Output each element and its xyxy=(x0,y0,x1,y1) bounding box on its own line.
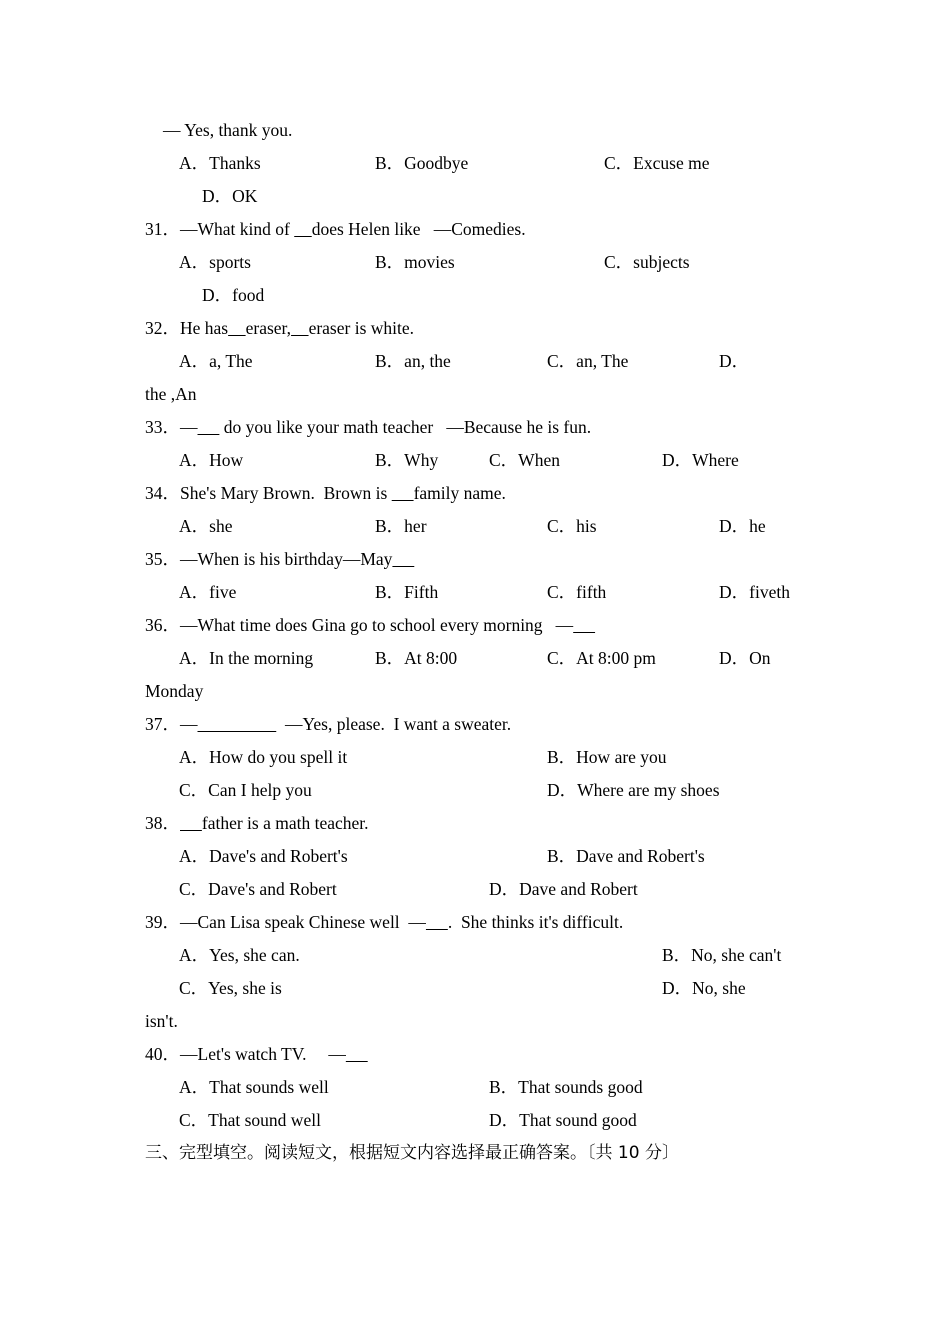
q33-stem: 33．— do you like your math teacher —Because he is fun. xyxy=(145,417,592,437)
q35-option-b: B．Fifth xyxy=(375,582,439,602)
q33-option-a: A．How xyxy=(179,450,244,470)
q34-option-a: A．she xyxy=(179,516,233,536)
q39-stem: 39．—Can Lisa speak Chinese well — . She thinks it's difficult. xyxy=(145,912,624,932)
q33-blank xyxy=(198,417,220,437)
q37-option-b: B．How are you xyxy=(547,747,667,767)
q32-stem: 32．He has eraser, eraser is white. xyxy=(145,318,415,338)
q31-stem: 31．—What kind of does Helen like —Comedies. xyxy=(145,219,526,239)
q32-option-b: B．an, the xyxy=(375,351,451,371)
q37-stem: 37．— —Yes, please. I want a sweater. xyxy=(145,714,512,734)
q37-blank xyxy=(198,714,277,734)
q32-option-c: C．an, The xyxy=(547,351,629,371)
q39-blank xyxy=(426,912,448,932)
q39-option-d-cont: isn't. xyxy=(145,1011,178,1031)
q35-option-c: C．fifth xyxy=(547,582,607,602)
q30-stem: — Yes, thank you. xyxy=(163,120,293,140)
q40-option-b: B．That sounds good xyxy=(489,1077,643,1097)
q39-option-d: D．No, she xyxy=(662,978,746,998)
q36-option-c: C．At 8:00 pm xyxy=(547,648,656,668)
q37-option-c: C．Can I help you xyxy=(179,780,312,800)
q32-option-d: D． xyxy=(719,351,750,371)
q31-blank xyxy=(294,219,312,239)
q30-option-b: B．Goodbye xyxy=(375,153,469,173)
q38-blank xyxy=(180,813,202,833)
q40-option-a: A．That sounds well xyxy=(179,1077,329,1097)
q34-option-c: C．his xyxy=(547,516,597,536)
q30-option-c: C．Excuse me xyxy=(604,153,710,173)
q36-blank xyxy=(573,615,595,635)
q35-stem: 35．—When is his birthday—May xyxy=(145,548,414,570)
q40-option-c: C．That sound well xyxy=(179,1110,321,1130)
q31-option-b: B．movies xyxy=(375,252,455,272)
q33-option-d: D．Where xyxy=(662,450,739,470)
q35-option-a: A．five xyxy=(179,582,237,602)
q37-option-d: D．Where are my shoes xyxy=(547,780,720,800)
q34-stem: 34．She's Mary Brown. Brown is family name. xyxy=(145,483,506,503)
q38-option-c: C．Dave's and Robert xyxy=(179,879,337,899)
q31-option-d: D．food xyxy=(202,285,265,305)
q40-option-d: D．That sound good xyxy=(489,1110,637,1130)
q36-stem: 36．—What time does Gina go to school every morning — xyxy=(145,614,595,636)
section-3-heading: 三、完型填空。阅读短文，根据短文内容选择最正确答案。〔共 10 分〕 xyxy=(145,1143,679,1163)
q36-option-b: B．At 8:00 xyxy=(375,648,458,668)
q32-blank-1 xyxy=(228,318,246,338)
q35-blank xyxy=(392,549,414,569)
q36-option-d-cont: Monday xyxy=(145,681,204,701)
q39-option-c: C．Yes, she is xyxy=(179,978,282,998)
q33-option-c: C．When xyxy=(489,450,560,470)
q34-option-d: D．he xyxy=(719,516,766,536)
q30-option-d: D．OK xyxy=(202,186,258,206)
q38-option-a: A．Dave's and Robert's xyxy=(179,846,348,866)
q30-option-a: A．Thanks xyxy=(179,153,261,173)
q37-option-a: A．How do you spell it xyxy=(179,747,348,767)
q39-option-a: A．Yes, she can. xyxy=(179,945,300,965)
q38-stem: 38． father is a math teacher. xyxy=(145,813,369,833)
q35-option-d: D．fiveth xyxy=(719,582,790,602)
q38-option-d: D．Dave and Robert xyxy=(489,879,638,899)
q32-blank-2 xyxy=(291,318,309,338)
q34-option-b: B．her xyxy=(375,516,427,536)
q36-option-d: D．On xyxy=(719,648,771,668)
q31-option-a: A．sports xyxy=(179,252,251,272)
q40-blank xyxy=(346,1044,368,1064)
q34-blank xyxy=(392,483,414,503)
q36-option-a: A．In the morning xyxy=(179,648,314,668)
q32-option-a: A．a, The xyxy=(179,351,253,371)
q39-option-b: B．No, she can't xyxy=(662,945,782,965)
q40-stem: 40．—Let's watch TV. — xyxy=(145,1043,368,1065)
q38-option-b: B．Dave and Robert's xyxy=(547,846,705,866)
q31-option-c: C．subjects xyxy=(604,252,690,272)
q33-option-b: B．Why xyxy=(375,450,439,470)
q32-option-d-cont: the ,An xyxy=(145,384,197,404)
